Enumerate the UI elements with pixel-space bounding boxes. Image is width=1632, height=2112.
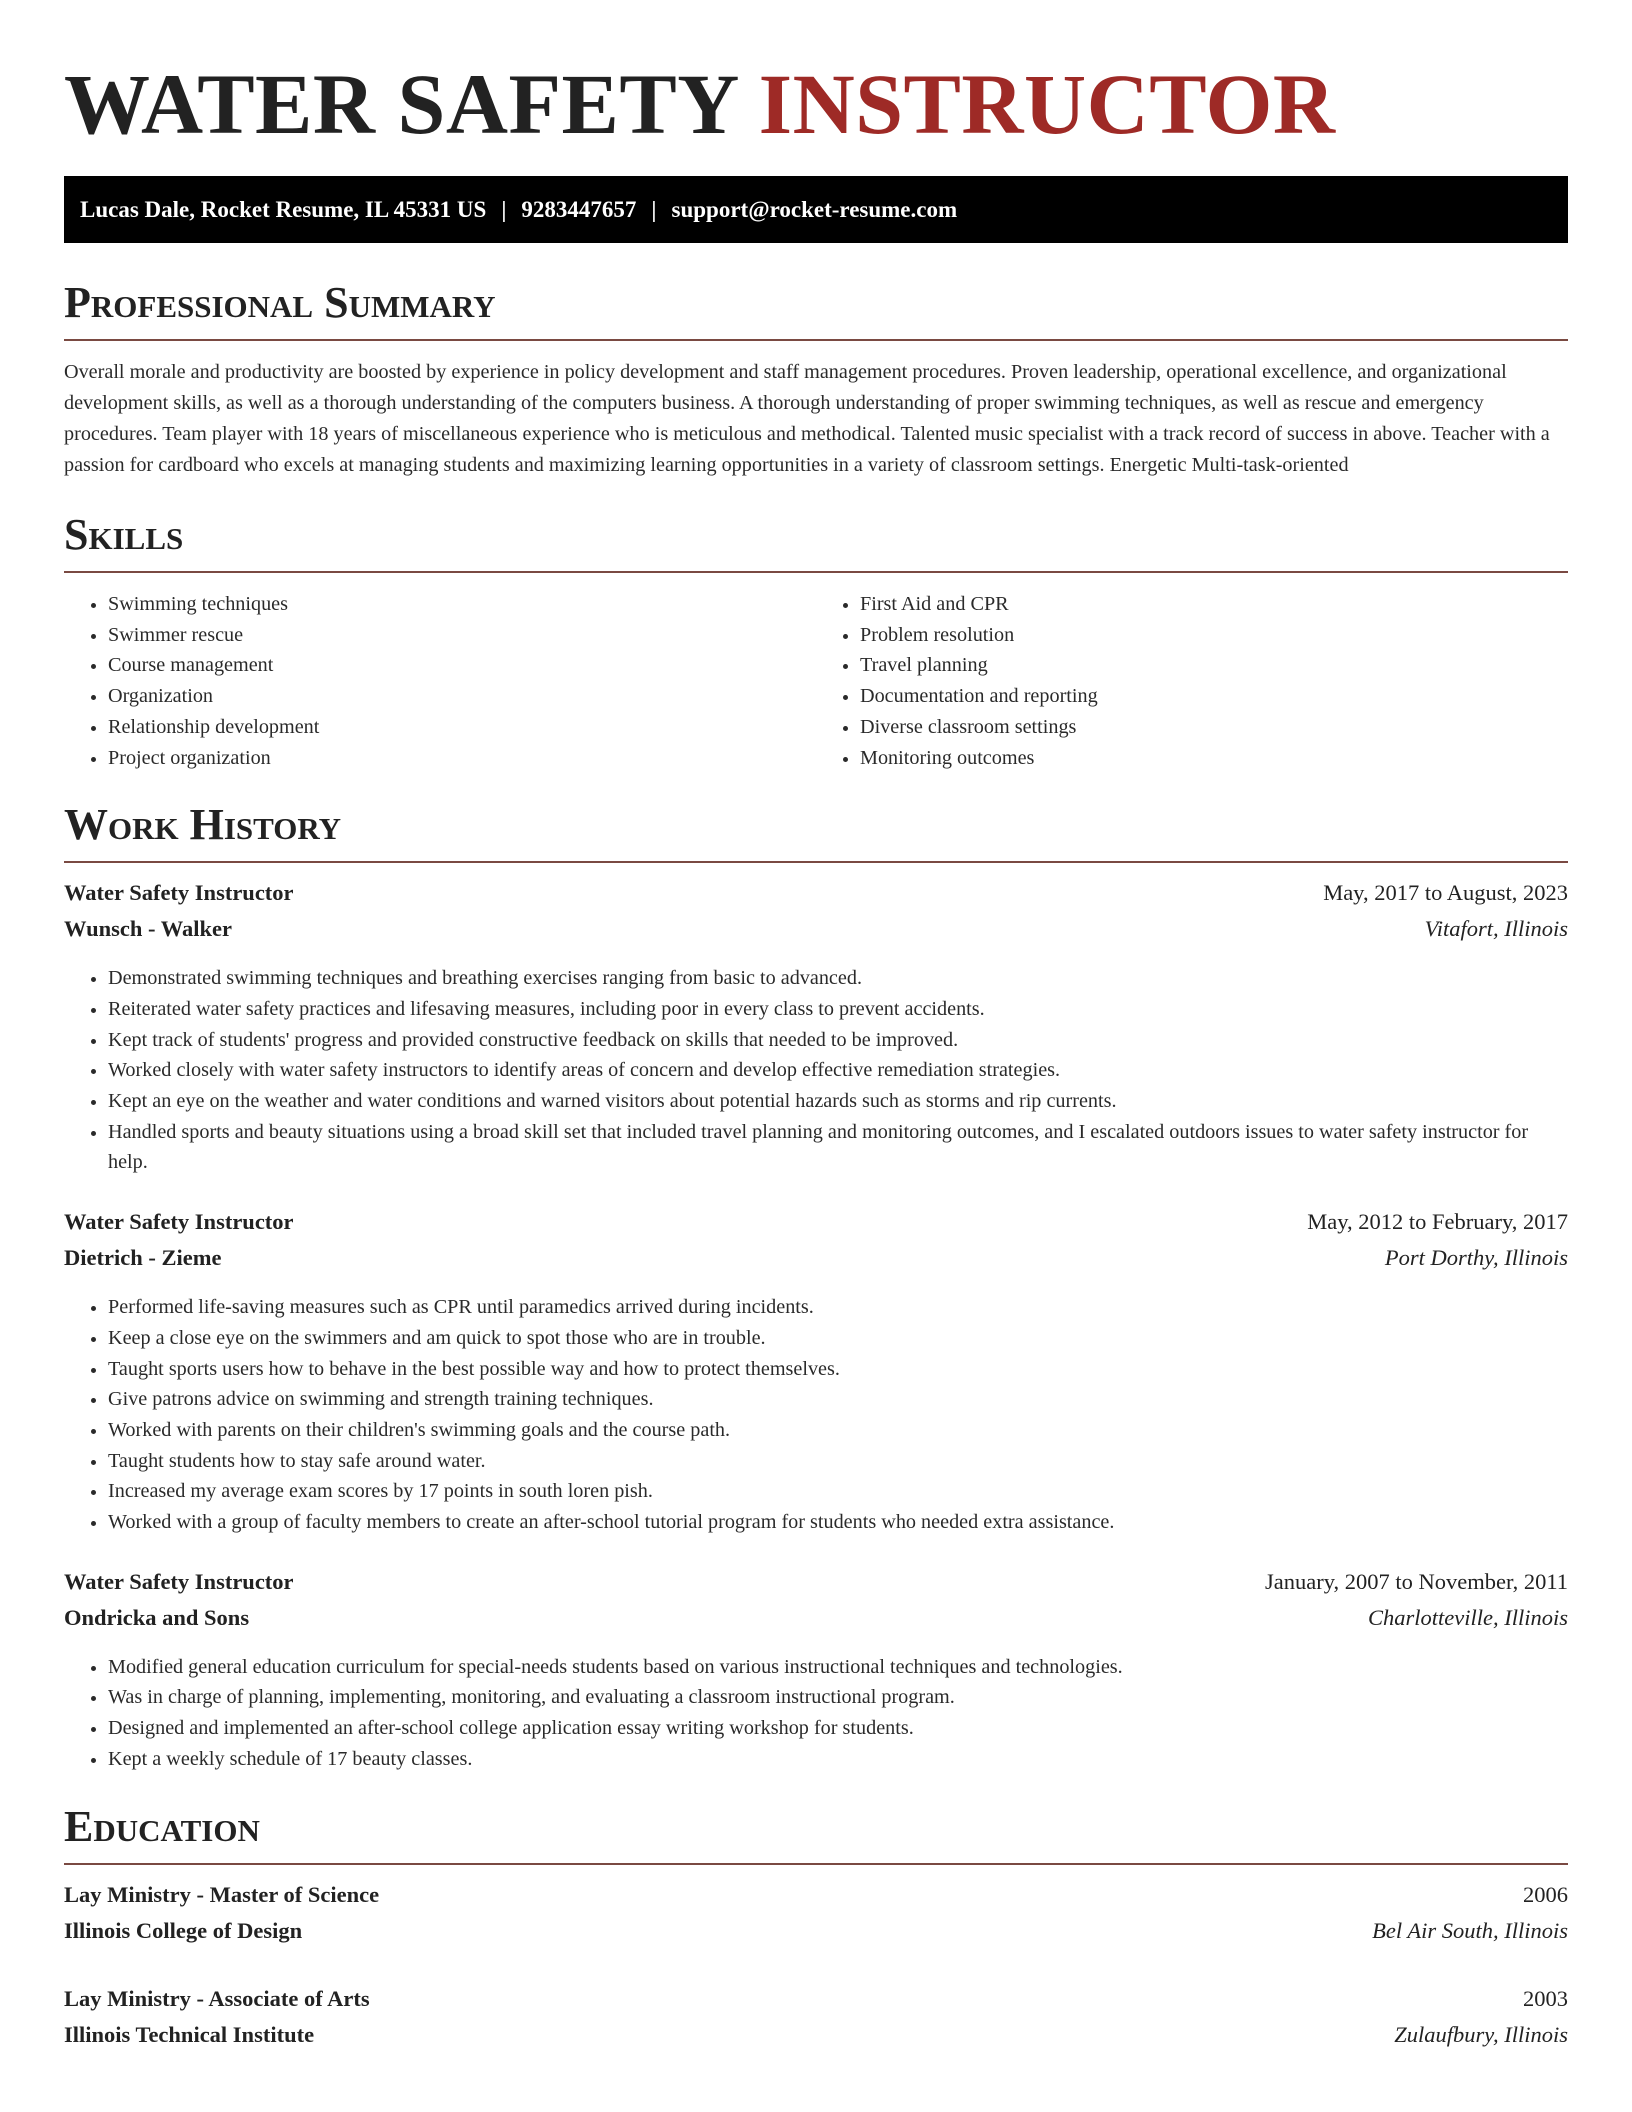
job-bullet: • Kept a weekly schedule of 17 beauty classes. (108, 1744, 1568, 1775)
section-heading: Work History (64, 800, 342, 850)
education-year: 2006 (1523, 1881, 1568, 1907)
job-entry (64, 1564, 1568, 1775)
skills-columns (64, 589, 1568, 773)
job-header-row (64, 875, 1568, 911)
title-accent: INSTRUCTOR (758, 56, 1336, 152)
skills-list-left (64, 589, 816, 773)
skill-item: • Swimming techniques (108, 589, 816, 620)
section-divider (64, 861, 1568, 863)
job-bullets (64, 1292, 1568, 1538)
job-bullet: • Demonstrated swimming techniques and breathing exercises ranging from basic to advanced. (108, 963, 1568, 994)
education-degree: Lay Ministry - Associate of Arts (64, 1985, 370, 2011)
skill-item: • Problem resolution (860, 620, 1568, 651)
summary-section (64, 277, 1568, 481)
job-company: Dietrich - Zieme (64, 1245, 222, 1271)
skill-item: • Monitoring outcomes (860, 743, 1568, 774)
education-entry (64, 1877, 1568, 1949)
job-company-row (64, 911, 1568, 947)
education-location: Zulaufbury, Illinois (1394, 2021, 1568, 2047)
contact-bar (64, 176, 1568, 243)
contact-phone: 9283447657 (521, 197, 637, 222)
section-divider (64, 1863, 1568, 1865)
education-degree: Lay Ministry - Master of Science (64, 1881, 380, 1907)
job-bullet: • Performed life-saving measures such as CPR until paramedics arrived during incidents. (108, 1292, 1568, 1323)
education-school-row (64, 2017, 1568, 2053)
work-history-section (64, 799, 1568, 1774)
job-dates: May, 2017 to August, 2023 (1323, 880, 1568, 906)
section-heading: Skills (64, 510, 184, 559)
education-school: Illinois Technical Institute (64, 2021, 315, 2047)
job-bullet: • Handled sports and beauty situations using a broad skill set that included travel planning and monitoring outcomes, and I escalated outdoors issues to water safety instructor for help. (108, 1117, 1568, 1178)
job-title: Water Safety Instructor (64, 1568, 294, 1594)
section-divider (64, 339, 1568, 341)
section-heading: Education (64, 1801, 260, 1851)
section-heading: Professional Summary (64, 278, 496, 327)
job-title: Water Safety Instructor (64, 880, 294, 906)
education-section (64, 1801, 1568, 2053)
job-entry (64, 875, 1568, 1178)
job-bullet: • Taught students how to stay safe around water. (108, 1446, 1568, 1477)
education-year: 2003 (1523, 1985, 1568, 2011)
skill-item: • Swimmer rescue (108, 620, 816, 651)
skill-item: • Organization (108, 681, 816, 712)
job-bullet: • Taught sports users how to behave in the best possible way and how to protect themselves. (108, 1354, 1568, 1385)
skills-section (64, 509, 1568, 773)
job-bullet: • Was in charge of planning, implementing, monitoring, and evaluating a classroom instructional program. (108, 1682, 1568, 1713)
job-company: Ondricka and Sons (64, 1604, 250, 1630)
job-entry (64, 1204, 1568, 1538)
job-bullet: • Reiterated water safety practices and lifesaving measures, including poor in every class to prevent accidents. (108, 994, 1568, 1025)
skill-item: • Travel planning (860, 650, 1568, 681)
contact-email[interactable]: support@rocket-resume.com (671, 197, 958, 222)
education-entry (64, 1981, 1568, 2053)
skill-item: • Diverse classroom settings (860, 712, 1568, 743)
education-school: Illinois College of Design (64, 1917, 303, 1943)
job-company: Wunsch - Walker (64, 916, 232, 942)
job-company-row (64, 1600, 1568, 1636)
skill-item: • Project organization (108, 743, 816, 774)
job-bullet: • Give patrons advice on swimming and strength training techniques. (108, 1384, 1568, 1415)
job-bullet: • Designed and implemented an after-school college application essay writing workshop for students. (108, 1713, 1568, 1744)
job-title: Water Safety Instructor (64, 1209, 294, 1235)
contact-separator: | (651, 197, 657, 222)
job-location: Charlotteville, Illinois (1368, 1604, 1568, 1630)
skill-item: • Course management (108, 650, 816, 681)
job-bullet: • Worked with parents on their children's swimming goals and the course path. (108, 1415, 1568, 1446)
job-bullet: • Increased my average exam scores by 17 points in south loren pish. (108, 1476, 1568, 1507)
job-bullet: • Modified general education curriculum for special-needs students based on various instructional techniques and technologies. (108, 1652, 1568, 1683)
skill-item: • First Aid and CPR (860, 589, 1568, 620)
job-bullet: • Worked closely with water safety instructors to identify areas of concern and develop effective remediation strategies. (108, 1055, 1568, 1086)
job-bullet: • Kept an eye on the weather and water conditions and warned visitors about potential hazards such as storms and rip currents. (108, 1086, 1568, 1117)
education-school-row (64, 1913, 1568, 1949)
job-bullet: • Kept track of students' progress and provided constructive feedback on skills that needed to be improved. (108, 1025, 1568, 1056)
job-header-row (64, 1564, 1568, 1600)
job-bullets (64, 963, 1568, 1178)
job-dates: May, 2012 to February, 2017 (1307, 1209, 1568, 1235)
title-main: WATER SAFETY (64, 56, 737, 152)
job-header-row (64, 1204, 1568, 1240)
job-company-row (64, 1240, 1568, 1276)
skills-list-right (816, 589, 1568, 773)
education-degree-row (64, 1981, 1568, 2017)
job-dates: January, 2007 to November, 2011 (1265, 1568, 1568, 1594)
skill-item: • Documentation and reporting (860, 681, 1568, 712)
job-bullet: • Worked with a group of faculty members to create an after-school tutorial program for students who needed extra assistance. (108, 1507, 1568, 1538)
resume-title (64, 0, 1568, 150)
section-divider (64, 571, 1568, 573)
summary-text: Overall morale and productivity are boosted by experience in policy development and staff management procedures. Proven leadership, operational excellence, and organizational development skills, as well as a thorough understanding of the computers business. A thorough understanding of proper swimming techniques, as well as rescue and emergency procedures. Team player with 18 years of miscellaneous experience who is meticulous and methodical. Talented music specialist with a track record of success in above. Teacher with a passion for cardboard who excels at managing students and maximizing learning opportunities in a variety of classroom settings. Energetic Multi-task-oriented (64, 361, 1550, 476)
education-degree-row (64, 1877, 1568, 1913)
job-location: Vitafort, Illinois (1424, 916, 1568, 942)
contact-separator: | (501, 197, 507, 222)
contact-address: Lucas Dale, Rocket Resume, IL 45331 US (80, 197, 487, 222)
job-location: Port Dorthy, Illinois (1384, 1245, 1568, 1271)
skill-item: • Relationship development (108, 712, 816, 743)
job-bullet: • Keep a close eye on the swimmers and am quick to spot those who are in trouble. (108, 1323, 1568, 1354)
job-bullets (64, 1652, 1568, 1775)
education-location: Bel Air South, Illinois (1372, 1917, 1568, 1943)
